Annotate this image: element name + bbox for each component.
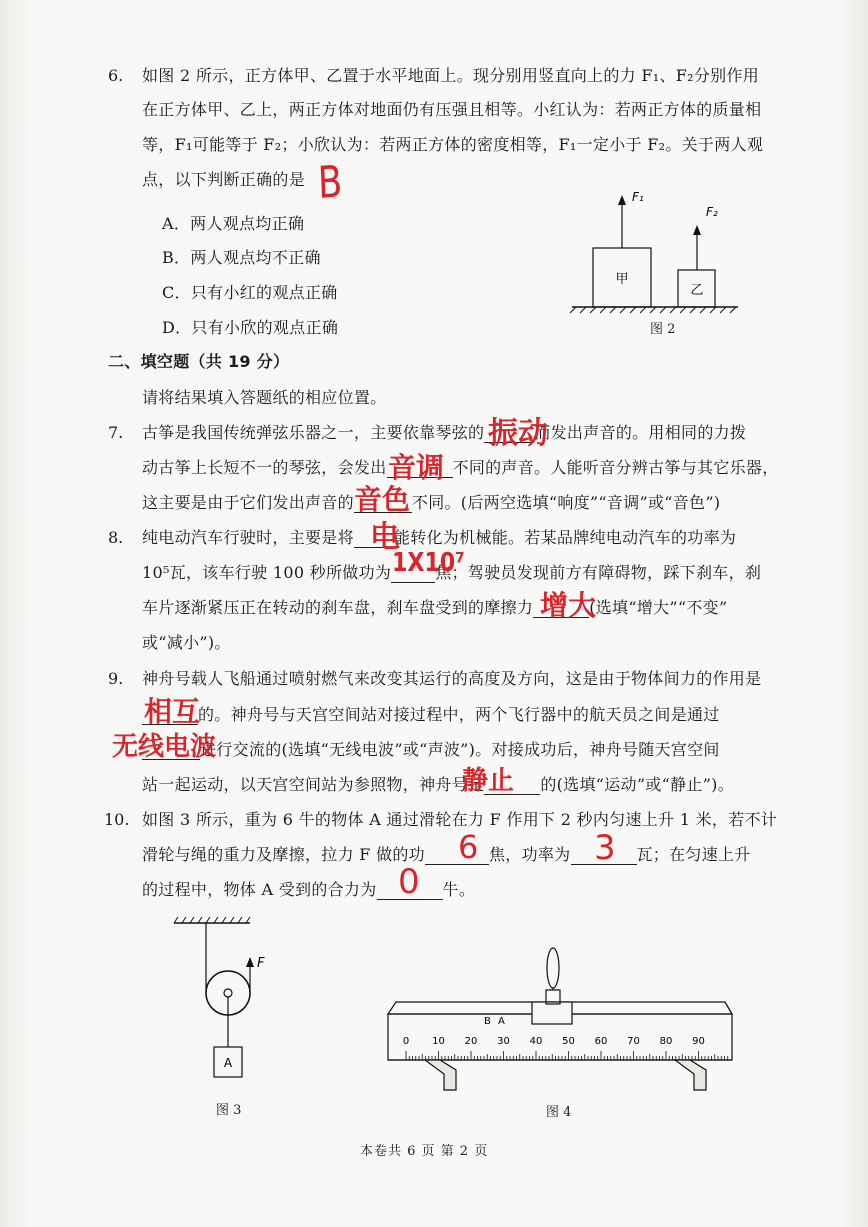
q8-line-3 [142, 598, 727, 618]
q8-text-2b: 焦；驾驶员发现前方有障碍物，踩下刹车，刹 [435, 563, 762, 582]
ruler-tick-label: 10 [432, 1036, 445, 1047]
q6-line-3: 等，F₁可能等于 F₂；小欣认为：若两正方体的密度相等，F₁一定小于 F₂。关于两人观 [142, 135, 764, 154]
q8-text-1a: 纯电动汽车行驶时，主要是将 [142, 528, 354, 547]
q7-text-2b: 不同的声音。人能听音分辨古筝与其它乐器， [452, 458, 779, 477]
ruler-tick-label: 40 [529, 1036, 543, 1047]
q9-line-1: 神舟号载人飞船通过喷射燃气来改变其运行的高度及方向，这是由于物体间力的作用是 [142, 669, 762, 688]
q9-text-3b: 进行交流的(选填“无线电波”或“声波”)。对接成功后，神舟号随天宫空间 [200, 740, 720, 759]
figure-2-block-yi: 乙 [690, 283, 704, 298]
q8-answer-2: 1X10⁷ [392, 548, 465, 578]
q10-line-2 [142, 845, 751, 865]
q7-answer-2: 音调 [388, 451, 445, 484]
q7-number: 7. [108, 423, 124, 442]
figure-4-mark-b: B [484, 1016, 491, 1027]
figure-2-diagram [560, 185, 750, 315]
q8-text-3a: 车片逐渐紧压正在转动的刹车盘，刹车盘受到的摩擦力 [142, 598, 534, 617]
q10-text-2c: 瓦；在匀速上升 [636, 845, 751, 864]
ruler-tick-label: 30 [497, 1036, 510, 1047]
q9-line-3 [142, 740, 720, 760]
q6-option-d: D．只有小欣的观点正确 [162, 318, 339, 337]
q6-option-c: C．只有小红的观点正确 [162, 283, 338, 302]
q9-text-4b: 的(选填“运动”或“静止”)。 [540, 775, 735, 794]
ruler-tick-label: 70 [627, 1036, 640, 1047]
q9-number: 9. [108, 669, 124, 688]
q8-text-3b: (选填“增大”“不变” [589, 598, 728, 617]
q8-answer-3: 增大 [540, 589, 597, 622]
q7-text-3b: 不同。(后两空选填“响度”“音调”或“音色”) [411, 493, 721, 512]
q6-line-4: 点，以下判断正确的是 [142, 170, 306, 189]
q8-text-1b: 能转化为机械能。若某品牌纯电动汽车的功率为 [393, 528, 737, 547]
q10-line-1: 如图 3 所示，重为 6 牛的物体 A 通过滑轮在力 F 作用下 2 秒内匀速上升 1 米，若不计 [142, 810, 778, 829]
ruler-tick-label: 90 [692, 1036, 705, 1047]
figure-3-pulley-diagram [160, 915, 280, 1090]
figure-3-label-f: F [257, 956, 265, 971]
q10-line-3 [142, 880, 475, 900]
q6-option-b: B．两人观点均不正确 [162, 248, 321, 267]
q9-line-2 [142, 705, 720, 725]
q7-answer-3: 音色 [354, 483, 411, 516]
figure-2-label-f2: F₂ [706, 205, 718, 219]
ruler-tick-label: 50 [562, 1036, 575, 1047]
figure-3-caption: 图 3 [216, 1103, 242, 1118]
figure-2-block-jia: 甲 [615, 272, 629, 287]
q7-line-3 [142, 493, 720, 513]
q9-line-4 [142, 775, 734, 795]
figure-3-block-a: A [223, 1056, 233, 1070]
q9-answer-3: 静止 [462, 766, 515, 796]
ruler-tick-label: 0 [402, 1036, 410, 1047]
q10-answer-3: 0 [398, 862, 420, 902]
q10-text-3b: 牛。 [442, 880, 476, 899]
ruler-tick-label: 80 [659, 1036, 673, 1047]
figure-4-ruler-diagram [380, 942, 740, 1092]
q8-line-4: 或“减小”)。 [142, 633, 231, 652]
q10-answer-2: 3 [594, 828, 616, 868]
q7-answer-1: 振动 [488, 416, 548, 451]
q6-line-1: 如图 2 所示，正方体甲、乙置于水平地面上。现分别用竖直向上的力 F₁、F₂分别作用 [142, 66, 760, 85]
q7-line-2 [142, 458, 779, 478]
figure-4-ticks [403, 1036, 728, 1060]
ruler-tick-label: 60 [594, 1036, 608, 1047]
q10-blank-1 [425, 846, 489, 865]
q6-line-2: 在正方体甲、乙上，两正方体对地面仍有压强且相等。小红认为：若两正方体的质量相 [142, 100, 762, 119]
q8-text-2a: 10⁵瓦，该车行驶 100 秒所做功为 [142, 563, 392, 582]
figure-2-label-f1: F₁ [632, 190, 644, 204]
q7-text-1a: 古筝是我国传统弹弦乐器之一，主要依靠琴弦的 [142, 423, 485, 442]
q9-answer-1: 相互 [144, 695, 201, 728]
q8-number: 8. [108, 528, 124, 547]
q9-text-2b: 的。神舟号与天宫空间站对接过程中，两个飞行器中的航天员之间是通过 [198, 705, 720, 724]
section-2-title: 二、填空题（共 19 分） [108, 352, 290, 371]
figure-4-caption: 图 4 [546, 1105, 572, 1120]
page-footer: 本卷共 6 页 第 2 页 [360, 1144, 489, 1159]
q6-option-a: A．两人观点均正确 [162, 214, 305, 233]
q7-text-3a: 这主要是由于它们发出声音的 [142, 493, 354, 512]
q7-text-1b: 而发出声音的。用相同的力拨 [534, 423, 747, 442]
section-2-instruction: 请将结果填入答题纸的相应位置。 [142, 388, 387, 407]
q8-line-1 [142, 528, 736, 548]
q6-handwritten-answer: B [316, 156, 344, 209]
q10-text-2a: 滑轮与绳的重力及摩擦，拉力 F 做的功 [142, 845, 425, 864]
figure-4-mark-a: A [498, 1016, 505, 1027]
q10-answer-1: 6 [458, 828, 479, 866]
ruler-tick-label: 20 [464, 1036, 478, 1047]
figure-2-caption: 图 2 [650, 322, 676, 337]
q10-text-2b: 焦，功率为 [488, 845, 571, 864]
q10-number: 10. [104, 810, 130, 829]
q8-answer-1: 电 [370, 520, 400, 555]
q9-text-4a: 站一起运动，以天宫空间站为参照物，神舟号是 [142, 775, 485, 794]
q7-text-2a: 动古筝上长短不一的琴弦，会发出 [142, 458, 387, 477]
q9-answer-2: 无线电波 [112, 732, 217, 762]
q10-text-3a: 的过程中，物体 A 受到的合力为 [142, 880, 377, 899]
q6-number: 6. [108, 66, 124, 85]
q7-line-1 [142, 423, 746, 443]
